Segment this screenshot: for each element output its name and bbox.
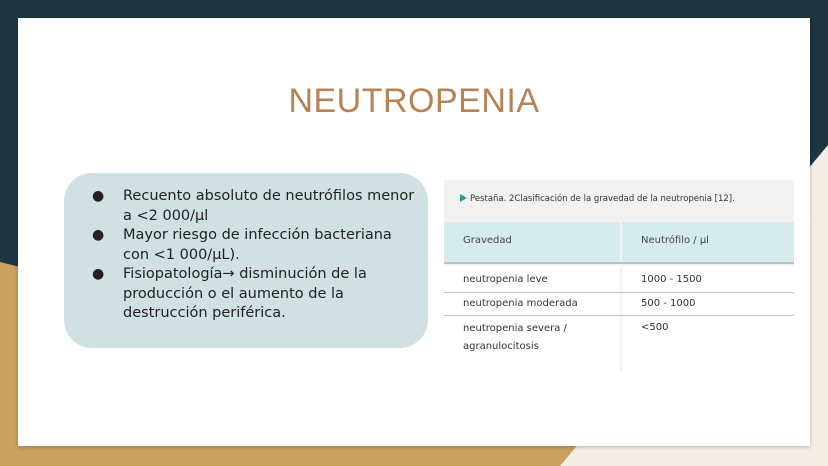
- slide: [18, 18, 810, 446]
- bullet-dot-icon: ●: [92, 227, 105, 243]
- classification-table: [444, 180, 794, 371]
- bullet-dot-icon: ●: [92, 266, 105, 282]
- bullet-text: Recuento absoluto de neutrófilos menor a <2 000/µl: [123, 188, 415, 224]
- bullet-item: [92, 187, 422, 226]
- bullet-text: Mayor riesgo de infección bacteriana con <1 000/µL).: [123, 227, 392, 263]
- table-row: [444, 316, 794, 371]
- slide-title: NEUTROPENIA: [288, 82, 540, 120]
- table-caption: [460, 194, 735, 204]
- header-cell: Gravedad: [444, 222, 620, 262]
- table-cell: 1000 - 1500: [622, 266, 794, 292]
- table-cell: 500 - 1000: [622, 293, 794, 315]
- bullet-item: [92, 226, 422, 265]
- table-row: [444, 293, 794, 315]
- bullet-box: [64, 173, 428, 348]
- header-cell: Neutrófilo / µl: [622, 222, 794, 262]
- table-divider: [444, 262, 794, 264]
- table-cell: neutropenia leve: [444, 266, 620, 292]
- caption-text: Pestaña. 2Clasificación de la gravedad de la neutropenia [12].: [470, 194, 735, 204]
- table-row: [444, 266, 794, 292]
- bullet-list: [92, 187, 422, 324]
- table-cell: <500: [622, 316, 794, 371]
- bullet-text: Fisiopatología→ disminución de la producción o el aumento de la destrucción periférica.: [123, 266, 367, 321]
- table-cell: neutropenia moderada: [444, 293, 620, 315]
- bullet-dot-icon: ●: [92, 188, 105, 204]
- caption-arrow-icon: [460, 194, 467, 202]
- bullet-item: [92, 265, 422, 324]
- table-cell: neutropenia severa / agranulocitosis: [444, 316, 620, 371]
